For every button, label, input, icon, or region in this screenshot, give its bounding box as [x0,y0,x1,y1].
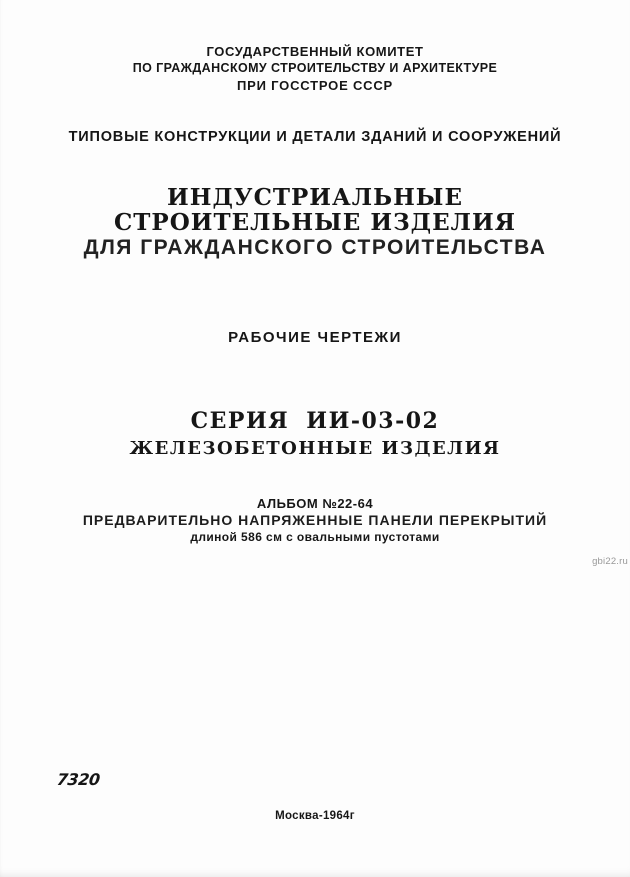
inventory-number-stamp: 7320 [56,770,101,789]
album-subject: ПРЕДВАРИТЕЛЬНО НАПРЯЖЕННЫЕ ПАНЕЛИ ПЕРЕКРЫТИЙ [82,512,548,528]
series-products-label: ЖЕЛЕЗОБЕТОННЫЕ ИЗДЕЛИЯ [129,438,501,459]
committee-name-line1: ГОСУДАРСТВЕННЫЙ КОМИТЕТ [206,44,424,59]
main-title-line1: ИНДУСТРИАЛЬНЫЕ [167,184,463,211]
typical-constructions-header: ТИПОВЫЕ КОНСТРУКЦИИ И ДЕТАЛИ ЗДАНИЙ И СООРУЖЕНИЙ [68,129,562,145]
site-watermark: gbi22.ru [592,556,628,567]
committee-name-line2: ПО ГРАЖДАНСКОМУ СТРОИТЕЛЬСТВУ И АРХИТЕКТУРЕ [132,61,498,75]
album-number: АЛЬБОМ №22-64 [256,496,374,511]
working-drawings-label: РАБОЧИЕ ЧЕРТЕЖИ [228,329,402,346]
committee-name-line3: ПРИ ГОССТРОЕ СССР [236,78,393,93]
album-detail: длиной 586 см с овальными пустотами [190,530,440,544]
publication-imprint: Москва-1964г [275,810,355,822]
series-number: СЕРИЯ ИИ-03-02 [190,408,440,434]
main-title-line2: СТРОИТЕЛЬНЫЕ ИЗДЕЛИЯ [113,209,516,236]
main-title-line3: ДЛЯ ГРАЖДАНСКОГО СТРОИТЕЛЬСТВА [83,236,547,259]
